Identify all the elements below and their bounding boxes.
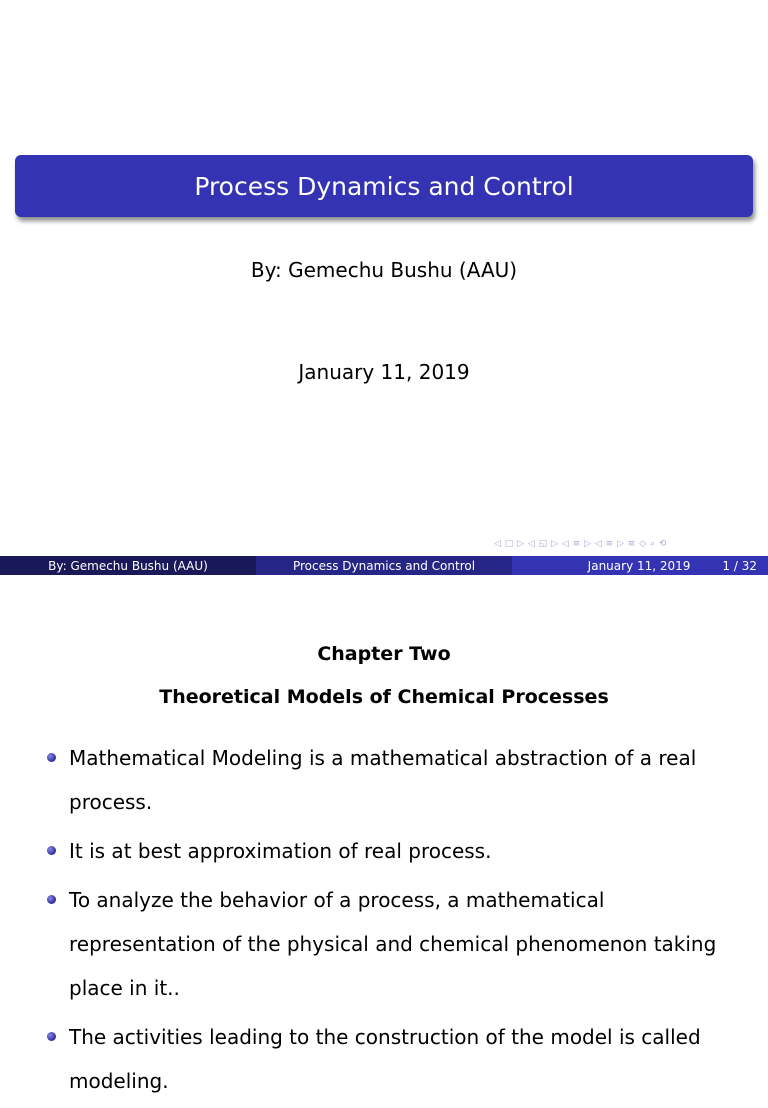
footer-date-text: January 11, 2019 (587, 558, 691, 573)
footer-title (256, 556, 512, 575)
footer-date-page (512, 556, 768, 575)
bullet-list (45, 736, 745, 1108)
footer-author-text: By: Gemechu Bushu (AAU) (48, 558, 208, 573)
footer-title-text: Process Dynamics and Control (292, 558, 476, 573)
slide-title-box (15, 155, 753, 217)
page-number: 1 / 32 (722, 558, 757, 573)
author-line: By: Gemechu Bushu (AAU) (250, 258, 518, 282)
footer-author (0, 556, 256, 575)
slide-title: Process Dynamics and Control (194, 171, 574, 201)
chapter-subtitle: Theoretical Models of Chemical Processes (159, 686, 609, 708)
slide-footer (0, 556, 768, 575)
list-item: To analyze the behavior of a process, a mathematical representation of the physical and chemical phenomenon taking place in it.. (45, 878, 745, 1010)
content-slide (0, 576, 768, 1093)
date-line: January 11, 2019 (298, 360, 470, 384)
bullet-icon (47, 753, 56, 762)
bullet-icon (47, 895, 56, 904)
bullet-icon (47, 846, 56, 855)
beamer-navigation-symbols[interactable]: ◁ □ ▷ ◁ ◱ ▷ ◁ ≡ ▷ ◁ ≡ ▷ ≡ ◇ ⌕ ⟲ (494, 539, 667, 549)
list-item: It is at best approximation of real process. (45, 829, 745, 873)
list-item: Mathematical Modeling is a mathematical abstraction of a real process. (45, 736, 745, 824)
list-item: The activities leading to the construction of the model is called modeling. (45, 1015, 745, 1103)
bullet-icon (47, 1032, 56, 1041)
chapter-heading: Chapter Two (317, 643, 451, 665)
